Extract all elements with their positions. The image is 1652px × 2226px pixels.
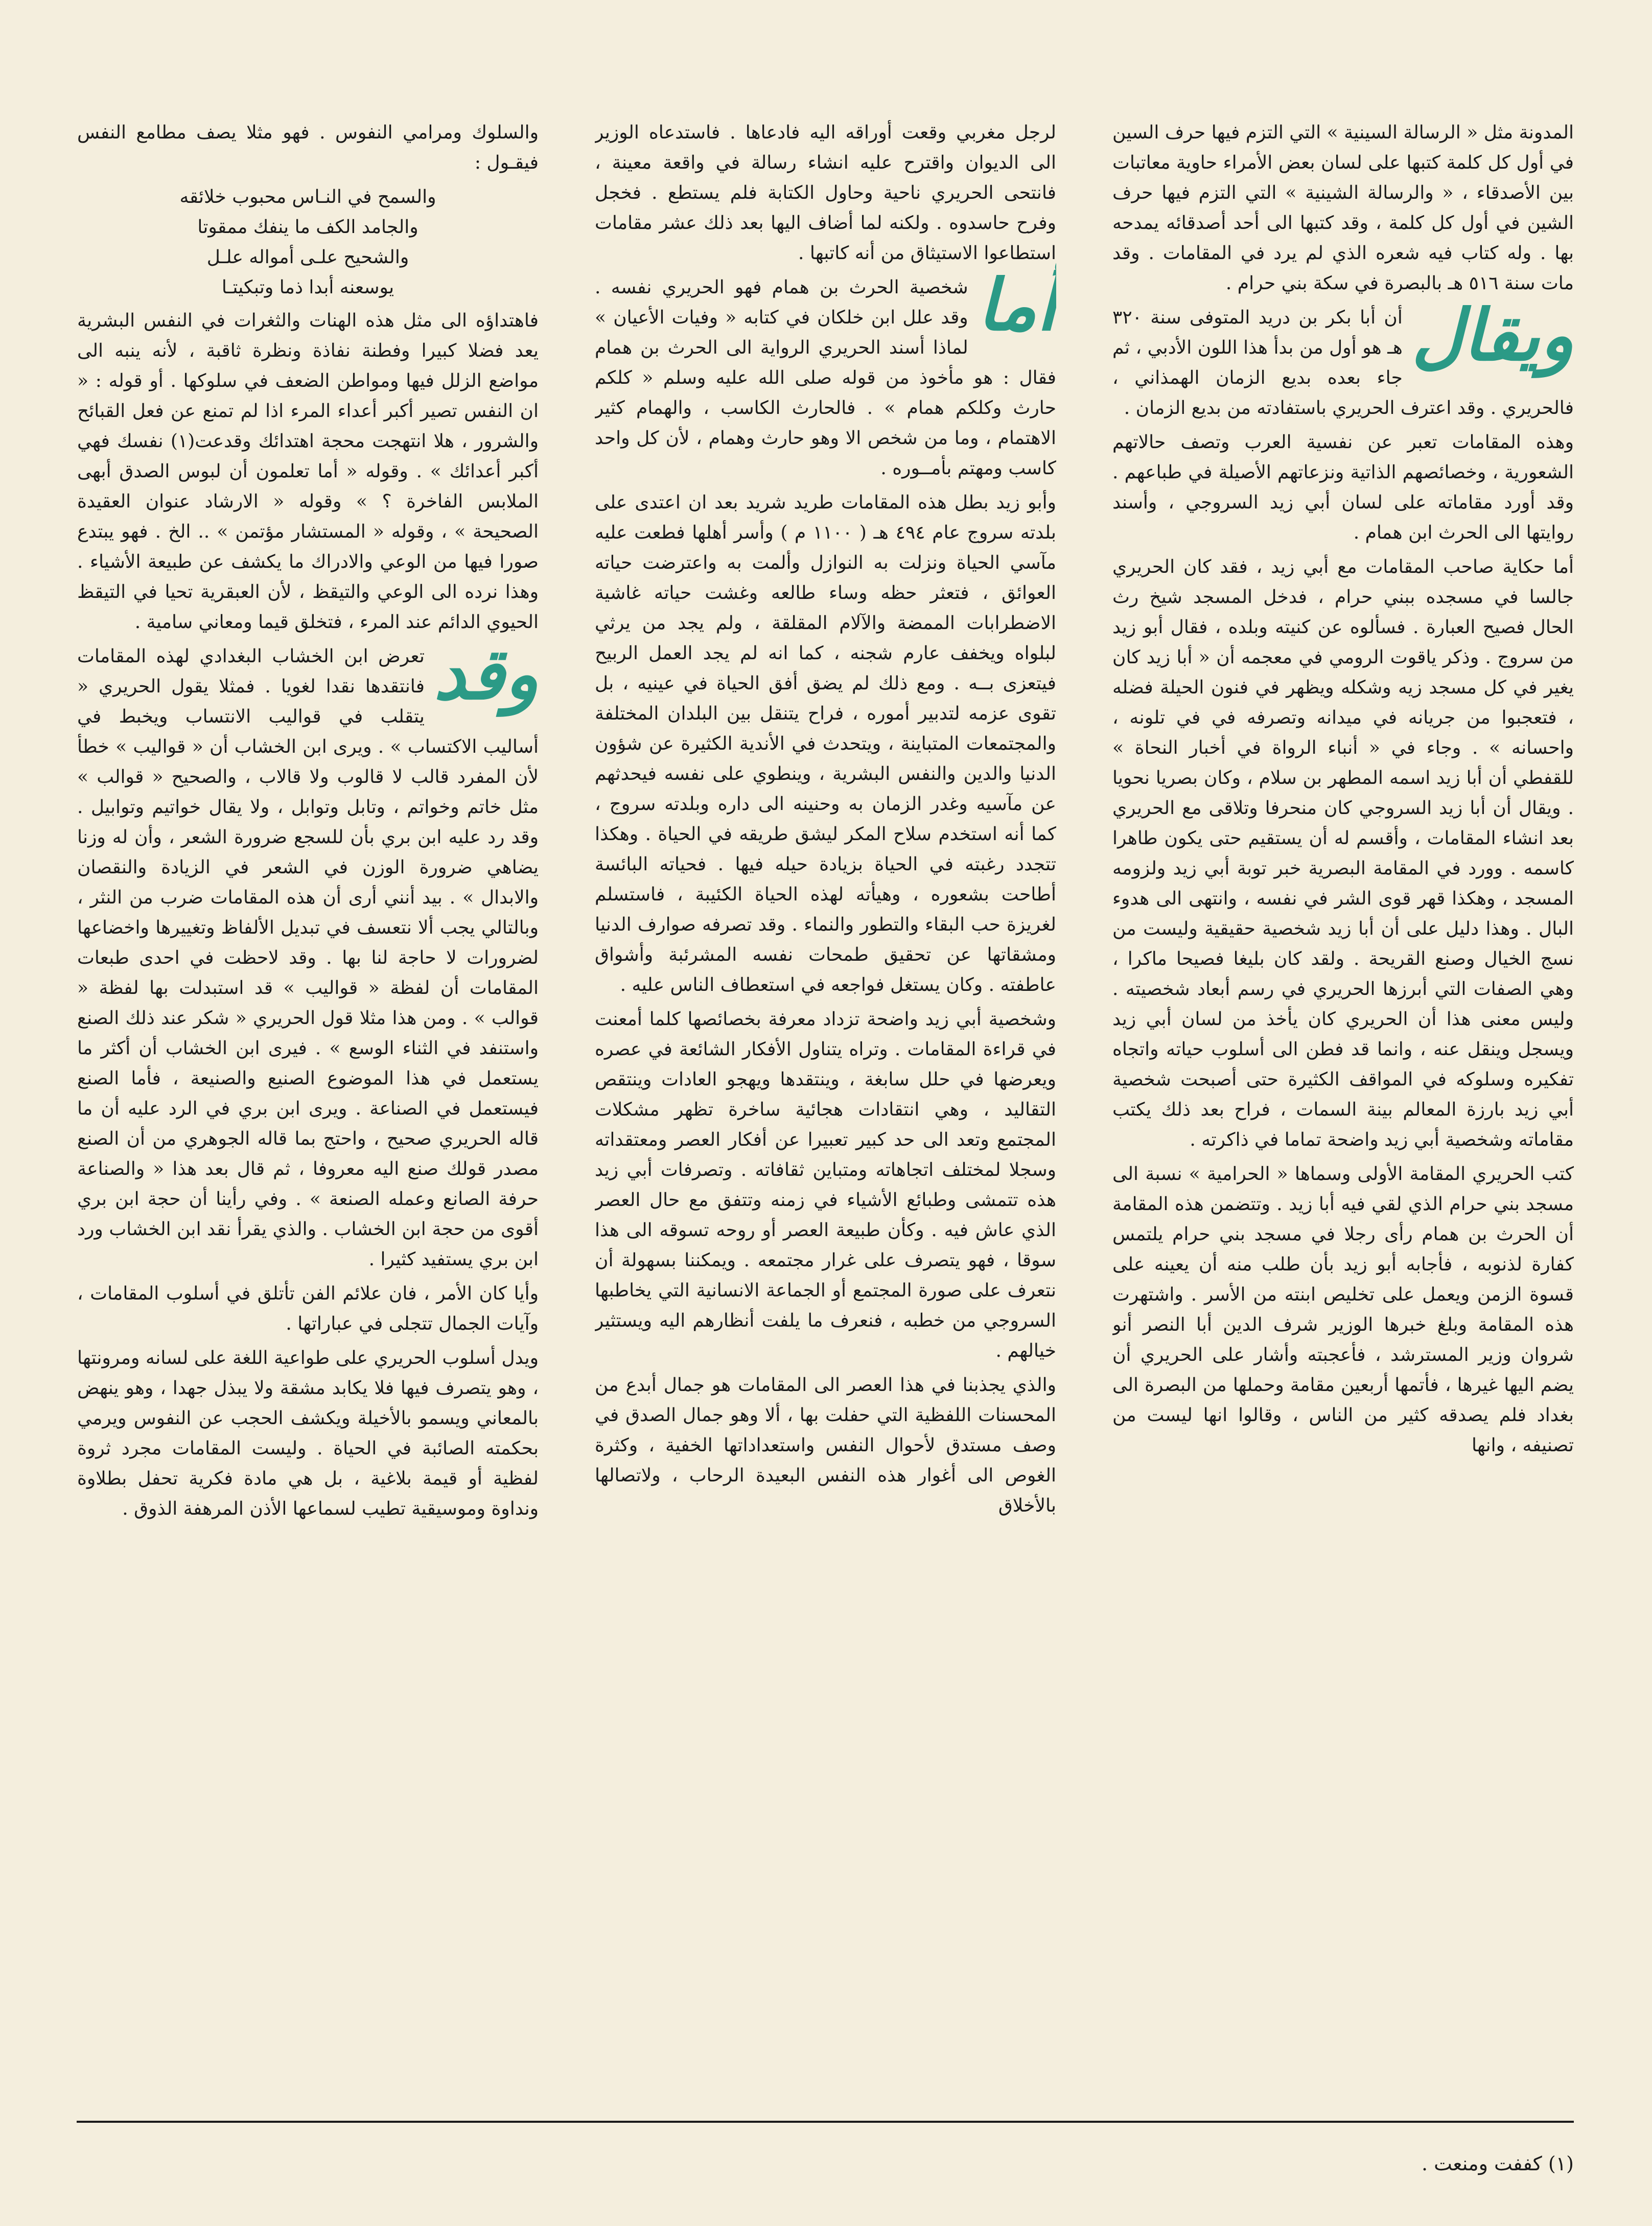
footnote-divider bbox=[77, 2121, 1574, 2123]
footnote: (١) كففت ومنعت . bbox=[1421, 2152, 1574, 2175]
paragraph: كتب الحريري المقامة الأولى وسماها « الحرامية » نسبة الى مسجد بني حرام الذي لقي فيه أبا زيد . وتتضمن هذه المقامة أن الحرث بن همام رأى رجلا في مسجد بني حرام يلتمس كفارة لذنوبه ، فأجابه أبو زيد بأن طلب منه أن يعينه على قسوة الزمن ويعمل على تخليص ابنته من الأسر . واشتهرت هذه المقامة وبلغ خبرها الوزير شرف الدين أبا النصر أنو شروان وزير المسترشد ، فأعجبته وأشار على الحريري أن يضم اليها غيرها ، فأتمها أربعين مقامة وحملها من البصرة الى بغداد فلم يصدقه كثير من الناس ، وقالوا انها ليست من تصنيفه ، وانها bbox=[1112, 1164, 1574, 1456]
verse-line: والسمح في النـاس محبوب خلائقه bbox=[179, 187, 436, 207]
paragraph: فاهتداؤه الى مثل هذه الهنات والثغرات في النفس البشرية يعد فضلا كبيرا وفطنة نفاذة ونظرة ثاقبة ، لأنه ينبه الى مواضع الزلل فيها ومواطن الضعف في سلوكها . أو قوله : « ان النفس تصير أكبر أعداء المرء اذا لم تمنع عن فعل القبائح والشرور ، هلا انتهجت محجة اهتدائك وقدعت(١) نفسك فهي أكبر أعدائك » . وقوله « أما تعلمون أن لبوس الصدق أبهى الملابس الفاخرة ؟ » وقوله « الارشاد عنوان العقيدة الصحيحة » ، وقوله « المستشار مؤتمن » .. الخ . فهو يبتدع صورا فيها من الوعي والادراك ما يكشف عن طبيعة الأشياء . وهذا نرده الى الوعي والتيقظ ، لأن العبقرية تحيا في التيقظ الحيوي الدائم عند المرء ، فتخلق قيما ومعاني سامية . bbox=[77, 310, 539, 633]
paragraph: ويدل أسلوب الحريري على طواعية اللغة على لسانه ومرونتها ، وهو يتصرف فيها فلا يكابد مشقة ولا يبذل جهدا ، وهو ينهض بالمعاني ويسمو بالأخيلة ويكشف الحجب عن النفوس ويرمي بحكمته الصائبة في الحياة . وليست المقامات مجرد ثروة لفظية أو قيمة بلاغية ، بل هي مادة فكرية تحفل بطلاوة ونداوة وموسيقية تطيب لسماعها الأذن المرهفة الذوق . bbox=[77, 1348, 539, 1519]
text-columns bbox=[77, 118, 1574, 2100]
paragraph: والذي يجذبنا في هذا العصر الى المقامات هو جمال أبدع من المحسنات اللفظية التي حفلت بها ، ألا وهو جمال الصدق في وصف مستدق لأحوال النفس واستعداداتها الخفية ، وكثرة الغوص الى أغوار هذه النفس البعيدة الرحاب ، ولاتصالها بالأخلاق bbox=[595, 1375, 1056, 1516]
paragraph: وأبو زيد بطل هذه المقامات طريد شريد بعد ان اعتدى على بلدته سروج عام ٤٩٤ هـ ( ١١٠٠ م ) وأسر أهلها فطعت عليه مآسي الحياة ونزلت به النوازل وألمت به واعترضت حياته العوائق ، فتعثر حظه وساء طالعه وغشت حياته غاشية الاضطرابات الممضة والآلام المقلقة ، ولم يجد من يرثي لبلواه ويخفف عارم شجنه ، كما انه لم يجد العمل الربيح فيتعزى بــه . ومع ذلك لم يضق أفق الحياة في عينيه ، بل تقوى عزمه لتدبير أموره ، فراح يتنقل بين البلدان المختلفة والمجتمعات المتباينة ، ويتحدث في الأندية الكثيرة عن شؤون الدنيا والدين والنفس البشرية ، وينطوي على نفسه فيحدثهم عن مآسيه وغدر الزمان به وحنينه الى داره وبلدته سروج ، كما أنه استخدم سلاح المكر ليشق طريقه في الحياة . وهكذا تتجدد رغبته في الحياة بزيادة حيله فيها . فحياته البائسة أطاحت بشعوره ، وهيأته لهذه الحياة الكئيبة ، فاستسلم لغريزة حب البقاء والتطور والنماء . وقد تصرفه صوارف الدنيا ومشقاتها عن تحقيق طمحات نفسه المشرئبة وأشواق عاطفته . وكان يستغل فواجعه في استعطاف الناس عليه . bbox=[595, 492, 1056, 995]
paragraph: والسلوك ومرامي النفوس . فهو مثلا يصف مطامع النفس فيقـول : bbox=[77, 122, 539, 173]
verse-line: يوسعنه أبدا ذما وتبكيتـا bbox=[221, 277, 394, 298]
paragraph bbox=[1112, 294, 1574, 423]
paragraph: وشخصية أبي زيد واضحة تزداد معرفة بخصائصها كلما أمعنت في قراءة المقامات . وتراه يتناول الأفكار الشائعة في عصره ويعرضها في حلل سابغة ، وينتقدها ويهجو العادات وينتقص التقاليد ، وهي انتقادات هجائية ساخرة تظهر مشكلات المجتمع وتعد الى حد كبير تعبيرا عن أفكار العصر ومعتقداته وسجلا لمختلف اتجاهاته ومتباين ثقافاته . وتصرفات أبي زيد هذه تتمشى وطبائع الأشياء في زمنه وتتفق مع حال العصر الذي عاش فيه . وكأن طبيعة العصر أو روحه تسوقه الى هذا سوقا ، فهو يتصرف على غرار مجتمعه . ويمكننا بسهولة أن نتعرف على صورة المجتمع أو الجماعة الانسانية التي يخاطبها السروجي من خطبه ، فنعرف ما يلفت أنظارهم اليه ويستثير خيالهم . bbox=[595, 1009, 1056, 1361]
poem-verse bbox=[77, 182, 539, 303]
paragraph: وأيا كان الأمر ، فان علائم الفن تأتلق في أسلوب المقامات ، وآيات الجمال تتجلى في عباراتها . bbox=[77, 1283, 539, 1334]
column-left bbox=[77, 118, 539, 2100]
paragraph: أما حكاية صاحب المقامات مع أبي زيد ، فقد كان الحريري جالسا في مسجده ببني حرام ، فدخل المسجد شيخ رث الحال فصيح العبارة . فسألوه عن كنيته وبلده ، فقال أبو زيد من سروج . وذكر ياقوت الرومي في معجمه أن « أبا زيد كان يغير في كل مسجد زيه وشكله ويظهر في فنون الحيلة فضله ، فتعجبوا من جريانه في ميدانه وتصرفه في في تلونه ، واحسانه » . وجاء في « أنباء الرواة في أخبار النحاة » للقفطي أن أبا زيد اسمه المطهر بن سلام ، وكان بصريا نحويا . ويقال أن أبا زيد السروجي كان منحرفا وتلاقى مع الحريري بعد انشاء المقامات ، وأقسم له أن يستقيم حتى يكون طاهرا كاسمه . وورد في المقامة البصرية خبر توبة أبي زيد ولزومه المسجد ، وهكذا قهر قوى الشر في نفسه ، وانتهى الى هدوء البال . وهذا دليل على أن أبا زيد شخصية حقيقية وليست من نسج الخيال وصنع القريحة . ولقد كان بليغا فصيحا ماكرا ، وهي الصفات التي أبرزها الحريري في رسم أبعاد شخصيته . وليس معنى هذا أن الحريري كان يأخذ من لسان أبي زيد ويسجل وينقل عنه ، وانما قد فطن الى أسلوب حياته واتجاه تفكيره وسلوكه في المواقف الكثيرة حتى أصبحت شخصية أبي زيد بارزة المعالم بينة السمات ، فراح بعد ذلك يكتب مقاماته وشخصية أبي زيد واضحة تماما في ذاكرته . bbox=[1112, 556, 1574, 1150]
dropcap: أما bbox=[977, 264, 1056, 346]
dropcap: ويقال bbox=[1411, 294, 1574, 377]
verse-line: والشحيح علـى أمواله علـل bbox=[206, 247, 409, 268]
article-page bbox=[77, 118, 1574, 2100]
column-middle bbox=[595, 118, 1056, 2100]
paragraph: المدونة مثل « الرسالة السينية » التي التزم فيها حرف السين في أول كل كلمة كتبها على لسان بعض الأمراء حاوية معاتبات بين الأصدقاء ، « والرسالة الشينية » التي التزم فيها حرف الشين في أول كل كلمة ، وقد كتبها الى أحد أصدقائه يمدحه بها . وله كتاب فيه شعره الذي لم يرد في المقامات . وقد مات سنة ٥١٦ هـ بالبصرة في سكة بني حرام . bbox=[1112, 122, 1574, 294]
column-right bbox=[1112, 118, 1574, 2100]
paragraph: وهذه المقامات تعبر عن نفسية العرب وتصف حالاتهم الشعورية ، وخصائصهم الذاتية ونزعاتهم الأصيلة في طباعهم . وقد أورد مقاماته على لسان أبي زيد السروجي ، وأسند روايتها الى الحرث ابن همام . bbox=[1112, 432, 1574, 543]
verse-line: والجامد الكف ما ينفك ممقوتا bbox=[197, 217, 418, 238]
paragraph bbox=[77, 633, 539, 1274]
paragraph bbox=[595, 264, 1056, 483]
paragraph: لرجل مغربي وقعت أوراقه اليه فادعاها . فاستدعاه الوزير الى الديوان واقترح عليه انشاء رسالة في واقعة معينة ، فانتحى الحريري ناحية وحاول الكتابة فلم يستطع . فخجل وفرح حاسدوه . ولكنه لما أضاف اليها بعد ذلك عشر مقامات استطاعوا الاستيثاق من أنه كاتبها . bbox=[595, 122, 1056, 264]
paragraph-text: أن أبا بكر بن دريد المتوفى سنة ٣٢٠ هـ هو أول من بدأ هذا اللون الأدبي ، ثم جاء بعده بديع الزمان الهمذاني ، فالحريري . وقد اعترف الحريري باستفادته من بديع الزمان . bbox=[1112, 307, 1574, 419]
paragraph-text: شخصية الحرث بن همام فهو الحريري نفسه . وقد علل ابن خلكان في كتابه « وفيات الأعيان » لماذا أسند الحريري الرواية الى الحرث بن همام فقال : هو مأخوذ من قوله صلى الله عليه وسلم « كلكم حارث وكلكم همام » . فالحارث الكاسب ، والهمام كثير الاهتمام ، وما من شخص الا وهو حارث وهمام ، لأن كل واحد كاسب ومهتم بأمــوره . bbox=[595, 277, 1056, 479]
paragraph-text: تعرض ابن الخشاب البغدادي لهذه المقامات فانتقدها نقدا لغويا . فمثلا يقول الحريري « يتقلب في قواليب الانتساب ويخبط في أساليب الاكتساب » . ويرى ابن الخشاب أن « قواليب » خطأ لأن المفرد قالب لا قالوب ولا قالاب ، والصحيح « قوالب » مثل خاتم وخواتم ، وتابل وتوابل ، ولا يقال خواتيم وتوابيل . وقد رد عليه ابن بري بأن للسجع ضرورة الشعر ، وأن له وزنا يضاهي ضرورة الوزن في الشعر في الزيادة والنقصان والابدال » . بيد أنني أرى أن هذه المقامات ضرب من النثر ، وبالتالي يجب ألا نتعسف في تبديل الألفاظ وتغييرها واخضاعها لضرورات لا حاجة لنا بها . وقد لاحظت في احدى طبعات المقامات أن لفظة « قواليب » قد استبدلت بها لفظة « قوالب » . ومن هذا مثلا قول الحريري « شكر عند ذلك الصنع واستنفد في الثناء الوسع » . فيرى ابن الخشاب أن أكثر ما يستعمل في هذا الموضوع الصنيع والصنيعة ، فأما الصنع فيستعمل في الصناعة . ويرى ابن بري في الرد عليه أن ما قاله الحريري صحيح ، واحتج بما قاله الجوهري من أن الصنع مصدر قولك صنع اليه معروفا ، ثم قال بعد هذا « والصناعة حرفة الصانع وعمله الصنعة » . وفي رأينا أن حجة ابن بري أقوى من حجة ابن الخشاب . والذي يقرأ نقد ابن الخشاب ورد ابن بري يستفيد كثيرا . bbox=[77, 646, 539, 1270]
dropcap: وقد bbox=[433, 633, 539, 715]
